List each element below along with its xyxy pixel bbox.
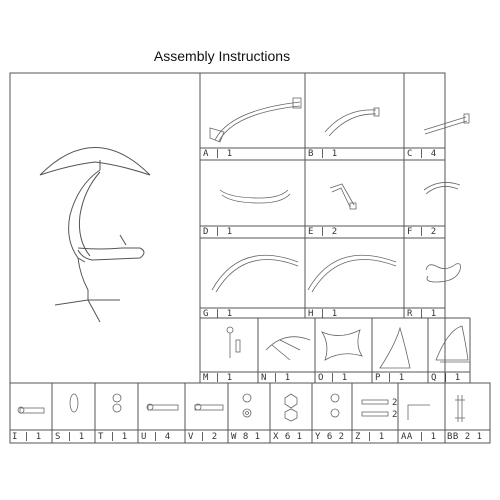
part-label-aa: AA | 1	[401, 432, 437, 442]
part-label-b: B | 1	[308, 149, 338, 159]
grid-lines	[10, 73, 490, 443]
part-p-illustration	[380, 328, 410, 368]
hardware-size-z2: 2	[392, 410, 398, 420]
part-label-f: F | 2	[407, 227, 437, 237]
part-n-illustration	[266, 337, 310, 360]
part-label-x: X 6 1	[273, 432, 303, 442]
part-a-illustration	[210, 98, 301, 142]
hardware-size-z1: 2	[392, 398, 398, 408]
part-label-t: T | 1	[98, 432, 128, 442]
part-q-illustration	[436, 326, 470, 362]
part-b-illustration	[325, 108, 379, 136]
page-title: Assembly Instructions	[153, 48, 291, 64]
part-c-illustration	[424, 114, 469, 134]
part-label-e: E | 2	[308, 227, 338, 237]
part-d-illustration	[220, 190, 290, 203]
part-label-m: M | 1	[203, 373, 233, 383]
part-f-illustration	[424, 182, 460, 194]
part-label-v: V | 2	[188, 432, 218, 442]
part-label-i: I | 1	[12, 432, 42, 442]
part-h-illustration	[308, 255, 396, 292]
part-label-o: O | 1	[318, 373, 348, 383]
assembled-chair-illustration	[40, 148, 150, 323]
part-label-n: N | 1	[261, 373, 291, 383]
part-label-r: R | 1	[407, 309, 437, 319]
part-label-c: C | 4	[407, 149, 437, 159]
part-label-bb: BB 2 1	[447, 432, 483, 442]
part-label-g: G | 1	[203, 309, 233, 319]
part-o-illustration	[322, 330, 362, 360]
part-label-u: U | 4	[141, 432, 171, 442]
part-label-h: H | 1	[308, 309, 338, 319]
part-label-p: P | 1	[375, 373, 405, 383]
part-label-d: D | 1	[203, 227, 233, 237]
part-e-illustration	[330, 184, 356, 209]
part-label-q: Q | 1	[431, 373, 461, 383]
part-label-y: Y 6 2	[315, 432, 345, 442]
part-m-illustration	[227, 327, 240, 358]
part-label-z: Z | 1	[355, 432, 385, 442]
part-g-illustration	[212, 255, 298, 292]
part-label-a: A | 1	[203, 149, 233, 159]
part-label-s: S | 1	[55, 432, 85, 442]
part-r-illustration	[426, 264, 461, 282]
part-label-w: W 8 1	[231, 432, 261, 442]
